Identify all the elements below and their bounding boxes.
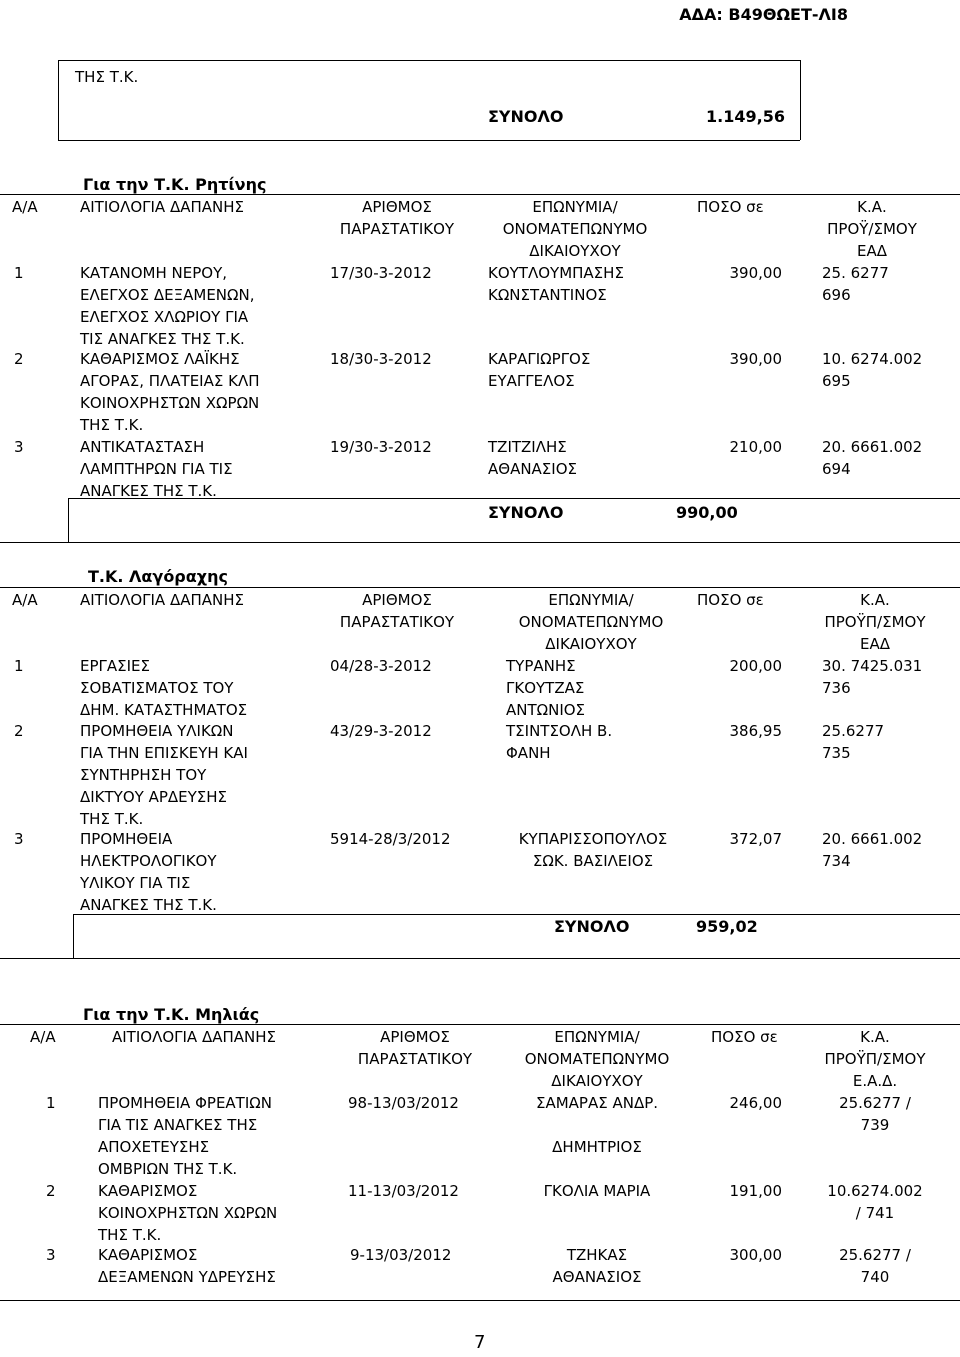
s2-r3-reason: ΠΡΟΜΗΘΕΙΑ ΗΛΕΚΤΡΟΛΟΓΙΚΟΥ ΥΛΙΚΟΥ ΓΙΑ ΤΙΣ ΑΝΑΓΚΕΣ ΤΗΣ Τ.Κ. — [80, 830, 217, 914]
s1-r1-aa: 1 — [14, 264, 24, 282]
s2-r3-code: 20. 6661.002 734 — [822, 830, 923, 870]
s2-r2-code: 25.6277 735 — [822, 722, 885, 762]
s2-r1-reason: ΕΡΓΑΣΙΕΣ ΣΟΒΑΤΙΣΜΑΤΟΣ ΤΟΥ ΔΗΜ. ΚΑΤΑΣΤΗΜΑΤΟΣ — [80, 657, 248, 719]
s1-r1-code: 25. 6277 696 — [822, 264, 889, 304]
s1-r2-invoice: 18/30-3-2012 — [330, 350, 432, 368]
s2-header-reason: ΑΙΤΙΟΛΟΓΙΑ ΔΑΠΑΝΗΣ — [80, 591, 244, 609]
s3-r1-reason: ΠΡΟΜΗΘΕΙΑ ΦΡΕΑΤΙΩΝ ΓΙΑ ΤΙΣ ΑΝΑΓΚΕΣ ΤΗΣ ΑΠΟΧΕΤΕΥΣΗΣ ΟΜΒΡΙΩΝ ΤΗΣ Τ.Κ. — [98, 1094, 272, 1178]
s2-header-amount: ΠΟΣΟ σε — [697, 591, 764, 609]
s3-r3-invoice: 9-13/03/2012 — [350, 1246, 452, 1264]
topbox-text: ΤΗΣ Τ.Κ. — [75, 68, 139, 86]
s1-total-label: ΣΥΝΟΛΟ — [488, 503, 564, 522]
s3-header-reason: ΑΙΤΙΟΛΟΓΙΑ ΔΑΠΑΝΗΣ — [112, 1028, 276, 1046]
s1-r2-name: ΚΑΡΑΓΙΩΡΓΟΣ ΕΥΑΓΓΕΛΟΣ — [488, 350, 591, 390]
s1-r1-name: ΚΟΥΤΛΟΥΜΠΑΣΗΣ ΚΩΝΣΤΑΝΤΙΝΟΣ — [488, 264, 624, 304]
s1-r3-aa: 3 — [14, 438, 24, 456]
s2-r2-amount: 386,95 — [729, 722, 782, 740]
topbox-total-value: 1.149,56 — [706, 107, 785, 126]
s2-r3-name: ΚΥΠΑΡΙΣΣΟΠΟΥΛΟΣ ΣΩΚ. ΒΑΣΙΛΕΙΟΣ — [518, 830, 668, 870]
s3-r1-aa: 1 — [46, 1094, 56, 1112]
s2-r3-aa: 3 — [14, 830, 24, 848]
s3-r1-name: ΣΑΜΑΡΑΣ ΑΝΔΡ. ΔΗΜΗΤΡΙΟΣ — [535, 1094, 659, 1156]
s2-r1-invoice: 04/28-3-2012 — [330, 657, 432, 675]
s2-r3-invoice: 5914-28/3/2012 — [330, 830, 451, 848]
s1-total-value: 990,00 — [676, 503, 738, 522]
s3-header-aa: Α/Α — [30, 1028, 56, 1046]
s1-r1-reason: ΚΑΤΑΝΟΜΗ ΝΕΡΟΥ, ΕΛΕΓΧΟΣ ΔΕΞΑΜΕΝΩΝ, ΕΛΕΓΧΟΣ ΧΛΩΡΙΟΥ ΓΙΑ ΤΙΣ ΑΝΑΓΚΕΣ ΤΗΣ Τ.Κ. — [80, 264, 255, 348]
s2-header-aa: Α/Α — [12, 591, 38, 609]
s1-r3-code: 20. 6661.002 694 — [822, 438, 923, 478]
s1-header-name: ΕΠΩΝΥΜΙΑ/ ΟΝΟΜΑΤΕΠΩΝΥΜΟ ΔΙΚΑΙΟΥΧΟΥ — [502, 198, 648, 260]
s3-r1-amount: 246,00 — [729, 1094, 782, 1112]
s2-header-name: ΕΠΩΝΥΜΙΑ/ ΟΝΟΜΑΤΕΠΩΝΥΜΟ ΔΙΚΑΙΟΥΧΟΥ — [518, 591, 664, 653]
page-number: 7 — [474, 1332, 486, 1353]
s1-r2-aa: 2 — [14, 350, 24, 368]
topbox-border-right — [800, 60, 801, 140]
s1-header-reason: ΑΙΤΙΟΛΟΓΙΑ ΔΑΠΑΝΗΣ — [80, 198, 244, 216]
s1-r3-invoice: 19/30-3-2012 — [330, 438, 432, 456]
s3-r3-reason: ΚΑΘΑΡΙΣΜΟΣ ΔΕΞΑΜΕΝΩΝ ΥΔΡΕΥΣΗΣ — [98, 1246, 276, 1286]
s1-header-code: Κ.Α. ΠΡΟΫ/ΣΜΟΥ ΕΑΔ — [827, 198, 917, 260]
s2-header-code: Κ.Α. ΠΡΟΫΠ/ΣΜΟΥ ΕΑΔ — [824, 591, 926, 653]
s3-header-amount: ΠΟΣΟ σε — [711, 1028, 778, 1046]
s2-total-label: ΣΥΝΟΛΟ — [554, 917, 630, 936]
s3-r2-amount: 191,00 — [729, 1182, 782, 1200]
s1-r3-reason: ΑΝΤΙΚΑΤΑΣΤΑΣΗ ΛΑΜΠΤΗΡΩΝ ΓΙΑ ΤΙΣ ΑΝΑΓΚΕΣ ΤΗΣ Τ.Κ. — [80, 438, 233, 500]
topbox-total-label: ΣΥΝΟΛΟ — [488, 107, 564, 126]
s2-header-invoice: ΑΡΙΘΜΟΣ ΠΑΡΑΣΤΑΤΙΚΟΥ — [339, 591, 455, 631]
s2-r3-amount: 372,07 — [729, 830, 782, 848]
s3-header-code: Κ.Α. ΠΡΟΫΠ/ΣΜΟΥ Ε.Α.Δ. — [824, 1028, 926, 1090]
topbox-border-left — [58, 60, 59, 140]
s1-header-amount: ΠΟΣΟ σε — [697, 198, 764, 216]
s2-r1-code: 30. 7425.031 736 — [822, 657, 923, 697]
s1-r3-name: ΤΖΙΤΖΙΛΗΣ ΑΘΑΝΑΣΙΟΣ — [488, 438, 577, 478]
s2-r1-name: ΤΥΡΑΝΗΣ ΓΚΟΥΤΖΑΣ ΑΝΤΩΝΙΟΣ — [506, 657, 586, 719]
s1-r2-code: 10. 6274.002 695 — [822, 350, 923, 390]
s3-r2-name: ΓΚΟΛΙΑ ΜΑΡΙΑ — [543, 1182, 651, 1200]
s2-r2-aa: 2 — [14, 722, 24, 740]
ada-code: ΑΔΑ: Β49ΘΩΕΤ-ΛΙ8 — [679, 5, 848, 24]
section3-title: Για την Τ.Κ. Μηλιάς — [83, 1005, 260, 1024]
s1-r3-amount: 210,00 — [729, 438, 782, 456]
s3-r1-code: 25.6277 / 739 — [839, 1094, 911, 1134]
s1-r2-amount: 390,00 — [729, 350, 782, 368]
topbox-border-top — [58, 60, 800, 61]
s3-r2-invoice: 11-13/03/2012 — [348, 1182, 459, 1200]
s3-r3-amount: 300,00 — [729, 1246, 782, 1264]
s3-header-invoice: ΑΡΙΘΜΟΣ ΠΑΡΑΣΤΑΤΙΚΟΥ — [357, 1028, 473, 1068]
s2-r2-name: ΤΣΙΝΤΣΟΛΗ Β. ΦΑΝΗ — [506, 722, 613, 762]
s3-r3-code: 25.6277 / 740 — [839, 1246, 911, 1286]
s3-r2-code: 10.6274.002 / 741 — [827, 1182, 923, 1222]
section2-title: Τ.Κ. Λαγόραχης — [88, 567, 228, 586]
s1-r1-invoice: 17/30-3-2012 — [330, 264, 432, 282]
s1-r1-amount: 390,00 — [729, 264, 782, 282]
s3-r3-name: ΤΖΗΚΑΣ ΑΘΑΝΑΣΙΟΣ — [552, 1246, 642, 1286]
s2-r2-reason: ΠΡΟΜΗΘΕΙΑ ΥΛΙΚΩΝ ΓΙΑ ΤΗΝ ΕΠΙΣΚΕΥΗ ΚΑΙ ΣΥΝΤΗΡΗΣΗ ΤΟΥ ΔΙΚΤΥΟΥ ΑΡΔΕΥΣΗΣ ΤΗΣ Τ.Κ. — [80, 722, 248, 828]
s3-header-name: ΕΠΩΝΥΜΙΑ/ ΟΝΟΜΑΤΕΠΩΝΥΜΟ ΔΙΚΑΙΟΥΧΟΥ — [524, 1028, 670, 1090]
s3-r2-aa: 2 — [46, 1182, 56, 1200]
s3-r2-reason: ΚΑΘΑΡΙΣΜΟΣ ΚΟΙΝΟΧΡΗΣΤΩΝ ΧΩΡΩΝ ΤΗΣ Τ.Κ. — [98, 1182, 278, 1244]
s2-r1-aa: 1 — [14, 657, 24, 675]
s1-header-invoice: ΑΡΙΘΜΟΣ ΠΑΡΑΣΤΑΤΙΚΟΥ — [339, 198, 455, 238]
s1-r2-reason: ΚΑΘΑΡΙΣΜΟΣ ΛΑΪΚΗΣ ΑΓΟΡΑΣ, ΠΛΑΤΕΙΑΣ ΚΛΠ ΚΟΙΝΟΧΡΗΣΤΩΝ ΧΩΡΩΝ ΤΗΣ Τ.Κ. — [80, 350, 260, 434]
s3-r3-aa: 3 — [46, 1246, 56, 1264]
s2-total-value: 959,02 — [696, 917, 758, 936]
s2-r2-invoice: 43/29-3-2012 — [330, 722, 432, 740]
s1-header-aa: Α/Α — [12, 198, 38, 216]
topbox-border-bottom — [58, 140, 800, 141]
s3-r1-invoice: 98-13/03/2012 — [348, 1094, 459, 1112]
section1-title: Για την Τ.Κ. Ρητίνης — [83, 175, 267, 194]
s2-r1-amount: 200,00 — [729, 657, 782, 675]
